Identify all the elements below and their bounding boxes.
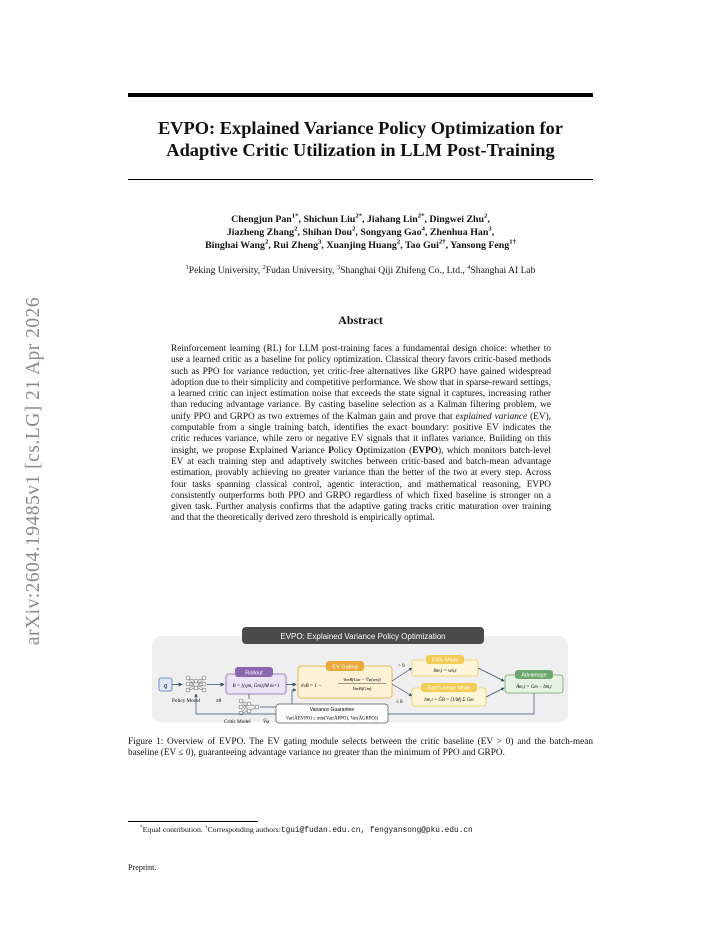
method-initial: O (355, 445, 364, 456)
author-sup: 3 (318, 238, 322, 246)
abstract-text: ), which monitors batch-level EV at each training step and adaptively switches between critic-based and batch-mean advantage estimation, provably achieving no greater variance than the better of the two at every step. Across four tasks spanning classical control, agentic interaction, and mathematical reasoning, EVPO consistently outperforms both PPO and GRPO regardless of which fixed baseline is stronger on a given task. Further analysis confirms that the adaptive gating tracks critic maturation over training and that the theoretically derived zero threshold is empirically optimal. (171, 445, 552, 524)
author-name: Chengjun Pan (231, 214, 292, 225)
author-sep: , (424, 227, 430, 238)
method-word: ariance (297, 445, 329, 456)
affiliation-name: Fudan University (265, 265, 333, 276)
abstract-text: Reinforcement learning (RL) for LLM post-training faces a fundamental design choice: whether to use a learned critic as a baseline for policy optimization. Classical theory favors critic-based methods such as PPO for variance reduction, yet critic-free alternatives like GRPO have gained widespread adoption due to their simplicity and competitive performance. We show that in sparse-reward settings, a learned critic can inject estimation noise that exceeds the state signal it captures, increasing rather than reducing advantage variance. By casting baseline selection as a Kalman filtering problem, we unify PPO and GRPO as two extremes of the Kalman gain and prove that (171, 344, 551, 422)
abstract-emphasis: explained variance (455, 411, 528, 422)
author-name: Jiahang Lin (366, 214, 418, 225)
footnote-emails[interactable]: tgui@fudan.edu.cn, fengyansong@pku.edu.cn (280, 827, 473, 835)
author-name: Jiazheng Zhang (226, 227, 295, 238)
ev-formula-denominator: VarB(Gm) (352, 686, 372, 691)
le-zero-label: ≤ 0 (396, 700, 403, 705)
ev-formula-numerator: VarB(Gm − V̂φ(sm)) (343, 677, 381, 682)
author-name: Songyang Gao (360, 227, 422, 238)
footnote-corresponding-mark: † (204, 824, 208, 831)
author-line (227, 227, 494, 238)
arxiv-identifier (18, 262, 50, 680)
figure-caption-text: Overview of EVPO. The EV gating module selects between the critic baseline (EV > 0) and the batch-mean baseline (EV ≤ 0), guaranteeing advantage variance no greater than the minimum of PPO and GRPO. (128, 737, 593, 759)
method-initial: E (249, 445, 256, 456)
arxiv-identifier-text: arXiv:2604.19485v1 [cs.LG] 21 Apr 2026 (23, 296, 44, 646)
author-name: Binghai Wang (205, 240, 265, 251)
abstract-text: (EV), computable from a single training batch, identifies the exact boundary: positive EV indicates the critic reduces variance, while zero or negative EV signals that it inflates variance. Building on this insight, we propose (171, 411, 551, 456)
author-line (205, 240, 516, 251)
author-name: Rui Zheng (273, 240, 319, 251)
author-sep: , (297, 227, 303, 238)
affiliation-sup: 2 (262, 263, 266, 271)
title-top-rule (128, 93, 593, 97)
figure-caption (128, 737, 593, 760)
title-line-1: EVPO: Explained Variance Policy Optimization for (157, 118, 564, 138)
author-name: Xuanjing Huang (326, 240, 397, 251)
figure-1-diagram (150, 626, 570, 724)
method-initial: P (328, 445, 334, 456)
author-sup: 2* (355, 212, 363, 220)
affiliation-sep: , (332, 265, 337, 276)
author-name: Tao Gui (404, 240, 439, 251)
author-sup: 1* (291, 212, 299, 220)
affiliations (120, 264, 601, 277)
rollout-formula: B = {(qm, Gm)}M m=1 (232, 684, 280, 689)
footnote-corresponding-text: Corresponding authors: (207, 825, 281, 834)
affiliation-sup: 4 (467, 263, 471, 271)
author-sup: 3 (488, 225, 492, 233)
affiliation-sep: , (257, 265, 263, 276)
affiliation-name: Shanghai Qiji Zhifeng Co., Ltd. (340, 265, 463, 276)
author-name: Zhenhua Han (429, 227, 489, 238)
author-sep: , (268, 240, 274, 251)
footnote-equal-text: Equal contribution. (142, 825, 205, 834)
title-bottom-rule (128, 179, 593, 180)
rollout-label: Rollout (245, 670, 263, 677)
footnote-equal-mark: * (140, 824, 143, 831)
author-name: Dingwei Zhu (429, 214, 485, 225)
method-word: olicy (333, 445, 356, 456)
batch-mean-mode-formula: bm,t = ĜB = (1/M) Σ Gm (424, 698, 474, 703)
author-sup: 2 (352, 225, 356, 233)
author-sep: , (445, 240, 451, 251)
author-name: Yansong Feng (450, 240, 510, 251)
advantage-formula: Âm,t = Gm − bm,t (516, 685, 552, 690)
author-sup: 2* (417, 212, 425, 220)
abstract-text: ( (405, 445, 413, 456)
gt-zero-label: > 0 (398, 664, 405, 669)
advantage-label: Advantage (521, 672, 547, 679)
critic-model-label: Critic Model (224, 719, 251, 724)
footnote-rule (128, 821, 258, 822)
critic-mode-label: Critic Mode (431, 657, 459, 664)
author-sup: 2 (294, 225, 298, 233)
affiliation-sup: 3 (336, 263, 341, 271)
author-line (231, 214, 490, 225)
author-sup: 2 (484, 212, 488, 220)
query-label: q (163, 681, 168, 690)
batch-mean-mode-label: Batch-mean Mode (427, 685, 471, 692)
author-sup: 2 (396, 238, 401, 246)
preprint-label: Preprint. (128, 863, 157, 872)
critic-mode-formula: bm,t = vm,t (433, 669, 457, 674)
author-sep: , (298, 214, 304, 225)
author-sup: 2 (264, 238, 269, 246)
author-sup: 2† (438, 238, 446, 246)
author-sep: , (424, 214, 430, 225)
abstract-body (171, 344, 551, 525)
abstract-heading: Abstract (338, 313, 383, 327)
title-line-2: Adaptive Critic Utilization in LLM Post-Training (166, 140, 555, 160)
affiliation-sup: 1 (185, 263, 189, 271)
variance-guarantee-label: Variance Guarantee (309, 707, 355, 713)
affiliation-name: Shanghai AI Lab (470, 265, 536, 276)
policy-model-label: Policy Model (172, 698, 201, 704)
author-sep: , (362, 214, 367, 225)
author-sep: , (487, 214, 490, 225)
author-sup: 1† (509, 238, 516, 246)
method-word: xplained (255, 445, 292, 456)
author-name: Shichun Liu (303, 214, 356, 225)
affiliation-sep: , (462, 265, 468, 276)
author-list (140, 213, 581, 252)
method-initial: V (291, 445, 298, 456)
author-sep: , (355, 227, 361, 238)
ev-gating-label: EV Gating (332, 664, 358, 671)
method-word: ptimization (363, 445, 406, 456)
author-sep: , (491, 227, 495, 238)
affiliation-name: Peking University (188, 265, 258, 276)
paper-title (128, 117, 593, 161)
author-sup: 4 (421, 225, 425, 233)
figure-banner-text: EVPO: Explained Variance Policy Optimization (280, 632, 446, 641)
method-acronym: EVPO (412, 445, 439, 456)
author-sep: , (321, 240, 327, 251)
ev-formula-lhs: êvB = 1 − (301, 684, 322, 689)
author-name: Shihan Dou (302, 227, 353, 238)
figure-caption-label: Figure 1: (128, 737, 164, 747)
policy-symbol: πθ (216, 698, 222, 704)
author-sep: , (400, 240, 405, 251)
footnote (140, 825, 593, 836)
critic-symbol: V̂φ (263, 719, 270, 724)
variance-guarantee-formula: Var(ÂEVPO) ≤ min(Var(ÂPPO), Var(ÂGRPO)) (285, 716, 379, 722)
